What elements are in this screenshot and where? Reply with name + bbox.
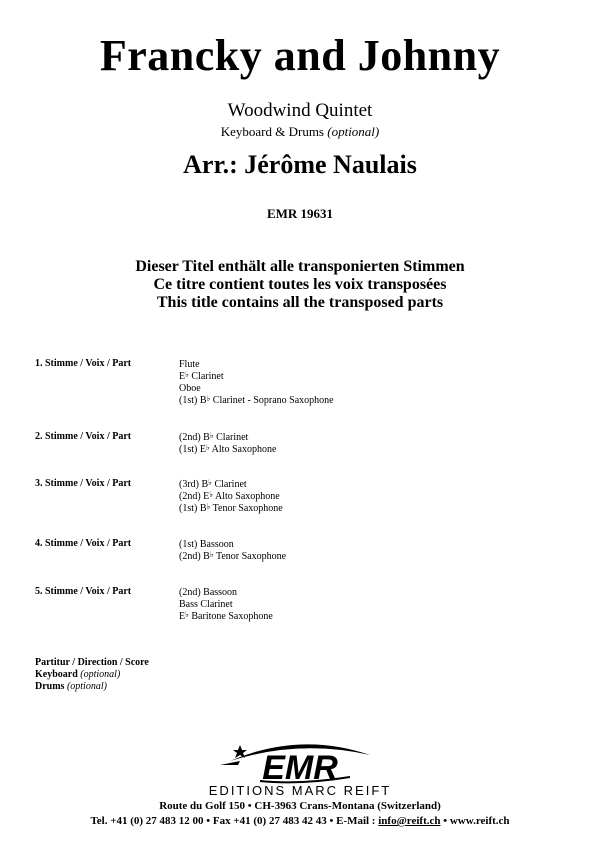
part-label: 5. Stimme / Voix / Part [35,586,132,597]
contact-website: • www.reift.ch [440,815,510,827]
part-label: 2. Stimme / Voix / Part [35,431,132,442]
flat-symbol: ♭ [206,502,211,511]
part-label: 1. Stimme / Voix / Part [35,358,132,369]
flat-symbol: ♭ [209,490,214,499]
flat-symbol: ♭ [205,443,210,452]
instrument-item [179,599,273,611]
piece-title: Francky and Johnny [99,31,501,80]
instrument-name-rest: Clarinet - Soprano Saxophone [210,395,334,406]
instrument-name-rest: Tenor Saxophone [213,551,287,562]
flat-symbol: ♭ [185,610,189,619]
flat-symbol: ♭ [208,478,212,487]
flat-symbol: ♭ [209,550,214,559]
instrumentation [0,124,600,140]
instrument-name: (1st) B [179,395,207,406]
catalog-number: EMR 19631 [266,206,334,221]
instrument-name: (2nd) Bassoon [179,587,238,598]
instrument-item [179,359,334,371]
score-label: Partitur / Direction / Score [35,657,149,668]
instrumentation-text: Keyboard & Drums [220,124,324,139]
part-label: 3. Stimme / Voix / Part [35,478,132,489]
contact-phone-fax: Tel. +41 (0) 27 483 12 00 • Fax +41 (0) 27 483 42 43 • E-Mail : [90,815,379,827]
flat-symbol: ♭ [185,370,189,379]
instrument-item [179,444,276,456]
instrument-item [179,383,334,395]
instrument-item [179,503,283,515]
instrument-item [179,395,334,407]
flat-symbol: ♭ [206,394,211,403]
extras [35,657,149,693]
notice-english: This title contains all the transposed parts [156,294,444,311]
instrument-name: (2nd) B [179,432,210,443]
instrument-item [179,371,334,383]
flat-symbol: ♭ [209,431,214,440]
instrument-name: (3rd) B [179,479,209,490]
instrument-name-rest: Clarinet [188,371,224,382]
notice-german: Dieser Titel enthält alle transponierten Stimmen [135,258,465,275]
email-link[interactable]: info@reift.ch [378,815,441,827]
instrument-item [179,432,276,444]
logo-text: EMR [262,749,338,785]
instrument-name-rest: Baritone Saxophone [188,611,273,622]
instrument-name: Bass Clarinet [179,599,233,610]
instrument-name-rest: Clarinet [211,479,247,490]
instrument-item [179,491,283,503]
part-instruments [179,359,334,407]
part-label: 4. Stimme / Voix / Part [35,538,132,549]
instrument-item [179,587,273,599]
instrument-name: (2nd) E [179,491,210,502]
instrument-item [179,479,283,491]
keyboard-optional: (optional) [80,669,121,680]
arranger: Arr.: Jérôme Naulais [183,150,417,179]
instrument-name: (1st) E [179,444,206,455]
notice-french: Ce titre contient toutes les voix transposées [153,276,447,293]
instrument-name-rest: Flute [179,359,200,370]
instrument-name: (1st) B [179,503,207,514]
instrument-name-rest: Tenor Saxophone [210,503,283,514]
instrumentation-optional: (optional) [327,124,380,139]
drums-optional: (optional) [66,681,107,692]
instrument-name-rest: Alto Saxophone [209,444,277,455]
instrument-name-rest: Clarinet [213,432,249,443]
drums-label: Drums [35,681,65,692]
instrument-name: (1st) Bassoon [179,539,234,550]
instrument-item [179,551,286,563]
part-instruments [179,479,283,515]
instrument-item [179,539,286,551]
part-instruments [179,587,273,623]
part-instruments [179,539,286,563]
publisher-address: Route du Golf 150 • CH-3963 Crans-Montana (Switzerland) [159,800,441,812]
keyboard-label: Keyboard [35,669,78,680]
publisher-name: EDITIONS MARC REIFT [208,783,392,798]
part-instruments [179,432,276,456]
instrument-name: (2nd) B [179,551,210,562]
instrument-item [179,611,273,623]
publisher-contact [0,815,600,827]
instrument-name: E [179,371,186,382]
instrument-name-rest: Oboe [179,383,201,394]
instrument-name-rest: Alto Saxophone [213,491,280,502]
subtitle: Woodwind Quintet [227,100,373,121]
instrument-name: E [179,611,186,622]
